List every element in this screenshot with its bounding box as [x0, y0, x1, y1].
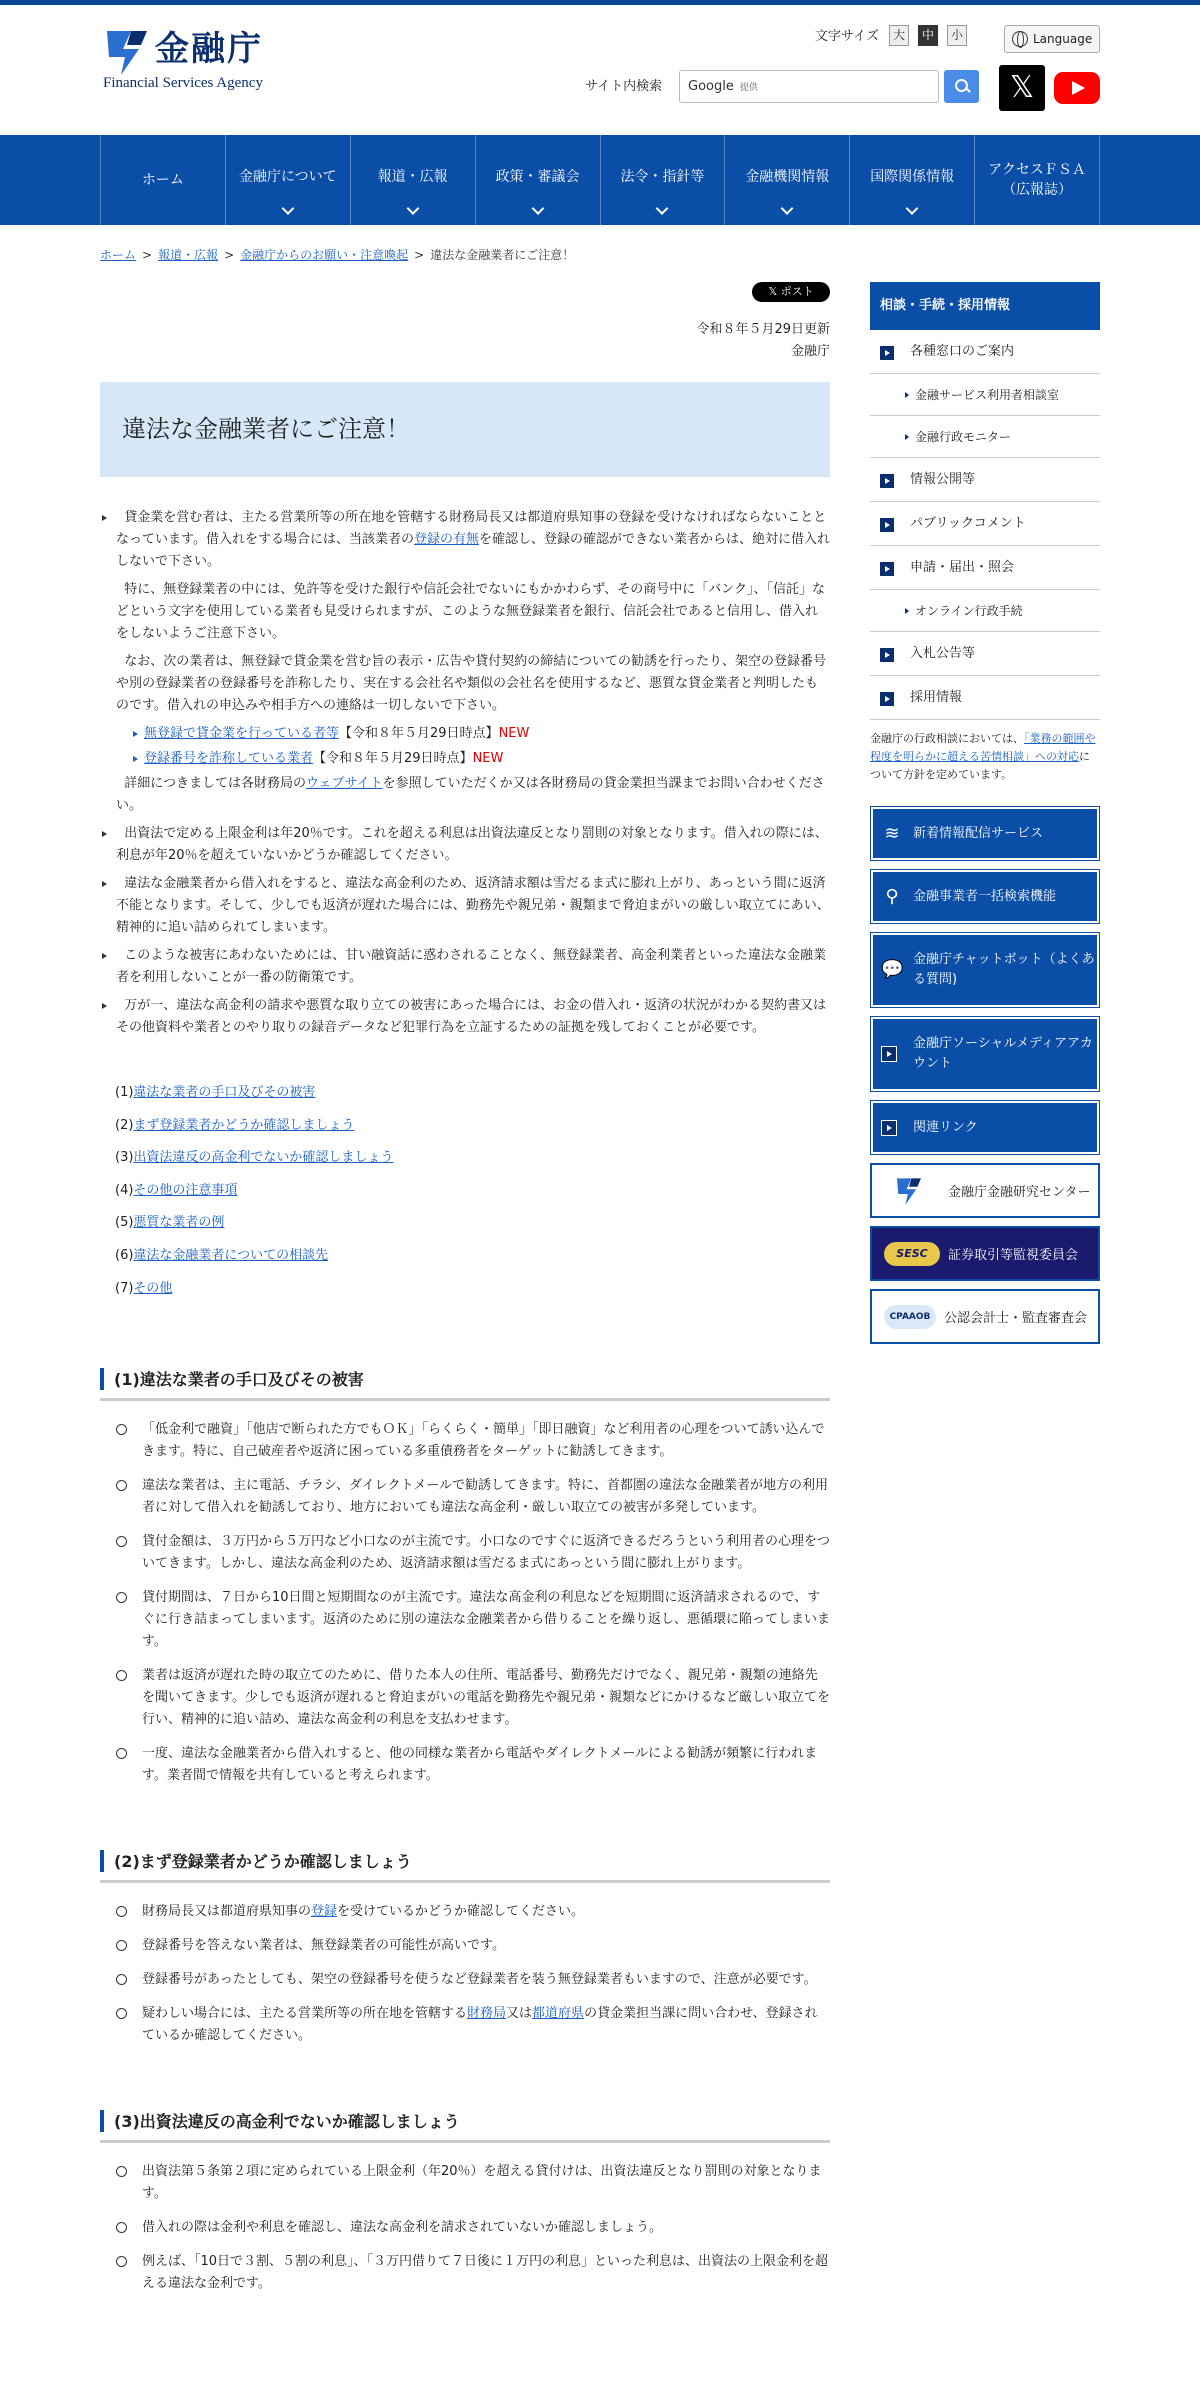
toc-number: (5) [115, 1215, 134, 1231]
sidebar-heading: 相談・手続・採用情報 [870, 282, 1100, 330]
intro-paragraph [100, 651, 830, 717]
list-item [100, 1901, 830, 1923]
breadcrumb-separator: > [224, 248, 235, 262]
intro-text: を参照していただくか又は各財務局の貸金業担当課までお問い合わせください。 [116, 776, 825, 813]
sidebar-item-applications[interactable]: 申請・届出・照会 [870, 546, 1100, 590]
table-of-contents [100, 1077, 830, 1305]
toc-item [115, 1175, 830, 1208]
registration-check-link[interactable]: 登録の有無 [413, 532, 479, 547]
toc-item [115, 1240, 830, 1273]
youtube-icon[interactable] [1054, 72, 1100, 104]
nav-institutions-label: 金融機関情報 [745, 169, 830, 185]
list-item: 貸付金額は、３万円から５万円など小口なのが主流です。小口なのですぐに返済できるだろうという利用者の心理をついてきます。しかし、違法な高金利のため、返済請求額は雪だるま式にあっという間に膨れ上がります。 [100, 1531, 830, 1575]
registration-link[interactable]: 登録 [311, 1904, 338, 1920]
banner-label: 金融庁金融研究センター [948, 1185, 1091, 1200]
font-size-label: 文字サイズ [815, 29, 879, 44]
chevron-down-icon [781, 202, 794, 215]
breadcrumb-separator: > [414, 248, 425, 262]
breadcrumb-home-link[interactable]: ホーム [100, 248, 137, 262]
intro-text: 特に、無登録業者の中には、免許等を受けた銀行や信託会社でないにもかかわらず、その商号中に「バンク」、「信託」などという文字を使用している業者も見受けられますが、このような無登録業者を銀行、信託会社であると信用し、借入れをしないようご注意下さい。 [116, 582, 825, 641]
list-item: 登録番号を答えない業者は、無登録業者の可能性が高いです。 [100, 1935, 830, 1957]
nav-international-label: 国際関係情報 [870, 169, 955, 185]
complaint-policy-link[interactable]: 「業務の範囲や程度を明らかに超える苦情相談」への対応 [870, 732, 1096, 763]
toc-number: (7) [115, 1280, 134, 1296]
item-text: 又は [506, 2006, 533, 2022]
breadcrumb-press-link[interactable]: 報道・広報 [158, 248, 219, 262]
list-item: 登録番号があったとしても、架空の登録番号を使うなど登録業者を装う無登録業者もいますので、注意が必要です。 [100, 1969, 830, 1991]
intro-paragraph [100, 773, 830, 817]
nav-access-fsa-label: アクセスＦＳＡ [988, 162, 1086, 178]
chat-icon: 💬 [881, 959, 904, 980]
nav-press-label: 報道・広報 [377, 169, 448, 185]
site-search-label: サイト内検索 [585, 79, 663, 94]
toc-link[interactable]: まず登録業者かどうか確認しましょう [133, 1117, 355, 1133]
toc-link[interactable]: その他の注意事項 [133, 1182, 238, 1198]
button-label: 金融庁ソーシャルメディアアカウント [913, 1036, 1093, 1071]
search-button[interactable] [944, 70, 979, 103]
item-text: の貸金業担当課に問い合わせ、登録されているか確認してください。 [142, 2006, 818, 2044]
nav-home-label: ホーム [141, 172, 184, 188]
fake-registration-link[interactable]: 登録番号を詐称している業者 [144, 751, 314, 766]
list-item: 例えば、「10日で３割、５割の利息」、「３万円借りて７日後に１万円の利息」といった利息は、出資法の上限金利を超える違法な金利です。 [100, 2251, 830, 2295]
toc-item [115, 1110, 830, 1143]
sidebar-item-online-procedures[interactable]: オンライン行政手続 [870, 590, 1100, 632]
button-label: 金融庁チャットボット（よくある質問) [913, 952, 1095, 987]
bureau-website-link[interactable]: ウェブサイト [306, 776, 383, 791]
item-text: 疑わしい場合には、主たる営業所等の所在地を管轄する [142, 2006, 468, 2022]
date-note: 【令和８年５月29日時点】 [339, 726, 499, 741]
nav-access-fsa-sublabel: （広報誌） [1002, 182, 1073, 198]
list-item: 貸付期間は、７日から10日間と短期間なのが主流です。違法な高金利の利息などを短期間に返済請求されるので、すぐに行き詰まってしまいます。返済のために別の違法な金融業者から借りることを繰り返し、悪循環に陥ってしまいます。 [100, 1587, 830, 1653]
nav-about-label: 金融庁について [238, 169, 337, 185]
date-note: 【令和８年５月29日時点】 [313, 751, 473, 766]
chevron-down-icon [281, 202, 294, 215]
toc-link[interactable]: その他 [133, 1280, 173, 1296]
sidebar-item-bids[interactable]: 入札公告等 [870, 632, 1100, 676]
search-google-label: Google [688, 79, 734, 94]
button-label: 新着情報配信サービス [913, 825, 1044, 841]
unregistered-operators-link[interactable]: 無登録で貸金業を行っている者等 [144, 726, 340, 741]
global-navigation [0, 135, 1200, 225]
section-heading-3: (3)出資法違反の高金利でないか確認しましょう [100, 2107, 830, 2143]
updated-date: 令和８年５月29日更新 [696, 322, 830, 337]
nav-laws[interactable] [601, 135, 726, 225]
sidebar-note [870, 730, 1100, 784]
nav-home[interactable] [101, 135, 226, 225]
intro-text: このような被害にあわないためには、甘い融資話に惑わされることなく、無登録業者、高金利業者といった違法な金融業者を利用しないことが一番の防衛策です。 [116, 948, 827, 985]
logo-text: 金融庁 [155, 29, 263, 69]
nav-access-fsa[interactable] [975, 135, 1100, 225]
toc-item [115, 1077, 830, 1110]
x-post-button[interactable]: 𝕏 ポスト [752, 282, 830, 302]
toc-number: (4) [115, 1182, 134, 1198]
breadcrumb [100, 246, 580, 263]
sidebar-item-contact-windows[interactable]: 各種窓口のご案内 [870, 330, 1100, 374]
new-badge: NEW [498, 726, 530, 741]
sidebar-item-public-comment[interactable]: パブリックコメント [870, 502, 1100, 546]
section-heading-2: (2)まず登録業者かどうか確認しましょう [100, 1847, 830, 1883]
toc-link[interactable]: 悪質な業者の例 [133, 1215, 225, 1231]
sidebar-item-consumer-counseling[interactable]: 金融サービス利用者相談室 [870, 374, 1100, 416]
intro-bullet [100, 823, 830, 867]
sidebar-item-admin-monitor[interactable]: 金融行政モニター [870, 416, 1100, 458]
sesc-logo: SESC [884, 1242, 940, 1266]
toc-number: (2) [115, 1117, 134, 1133]
toc-link[interactable]: 出資法違反の高金利でないか確認しましょう [133, 1150, 394, 1166]
logo-english: Financial Services Agency [103, 75, 263, 91]
language-label: Language [1033, 32, 1093, 46]
toc-link[interactable]: 違法な金融業者についての相談先 [133, 1247, 329, 1263]
intro-text: 貸金業を営む者は、主たる営業所等の所在地を管轄する財務局長又は都道府県知事の登録を受けなければならないこととなっています。借入れをする場合には、当該業者の [116, 510, 827, 547]
article-body [100, 507, 830, 2307]
item-text: 財務局長又は都道府県知事の [142, 1904, 312, 1920]
chevron-down-icon [406, 202, 419, 215]
update-info [696, 319, 830, 363]
intro-bullet [100, 995, 830, 1039]
toc-item [115, 1273, 830, 1306]
nav-about[interactable] [226, 135, 351, 225]
agency-name: 金融庁 [790, 344, 830, 359]
list-item: 違法な業者は、主に電話、チラシ、ダイレクトメールで勧誘してきます。特に、首都圏の違法な金融業者が地方の利用者に対して借入れを勧誘しており、地方においても違法な高金利・厳しい取立ての被害が多発しています。 [100, 1475, 830, 1519]
language-button[interactable] [1004, 25, 1100, 53]
list-item: 「低金利で融資」「他店で断られた方でもＯＫ」「らくらく・簡単」「即日融資」など利用者の心理をついて誘い込んできます。特に、自己破産者や返済に困っている多重債務者をターゲットに勧誘してきます。 [100, 1419, 830, 1463]
nav-institutions[interactable] [725, 135, 850, 225]
arrow-box-icon [881, 1120, 897, 1136]
note-text: について方針を定めています。 [870, 750, 1090, 781]
new-badge: NEW [472, 751, 504, 766]
search-input[interactable] [679, 70, 939, 103]
toc-number: (1) [115, 1085, 134, 1100]
button-label: 金融事業者一括検索機能 [913, 888, 1057, 904]
section-heading-1: (1)違法な業者の手口及びその被害 [100, 1365, 830, 1401]
banner-label: 公認会計士・監査審査会 [944, 1311, 1088, 1326]
toc-link[interactable]: 違法な業者の手口及びその被害 [133, 1085, 316, 1100]
chevron-down-icon [531, 202, 544, 215]
unregistered-list-item [100, 723, 830, 745]
intro-text: 違法な金融業者から借入れをすると、違法な高金利のため、返済請求額は雪だるま式に膨れ上がり、あっという間に返済不能となります。そして、少しでも返済が遅れた場合には、勤務先や親兄弟・親類まで脅迫まがいの厳しい取立てにあい、精神的に追い詰められてしまいます。 [116, 876, 830, 935]
item-text: を受けているかどうか確認してください。 [337, 1904, 585, 1920]
page-title: 違法な金融業者にご注意！ [122, 415, 410, 443]
news-delivery-button[interactable] [870, 806, 1100, 861]
site-header [0, 5, 1200, 135]
intro-text: 詳細につきましては各財務局の [124, 776, 307, 791]
nav-policy-label: 政策・審議会 [495, 169, 580, 185]
sesc-banner[interactable] [870, 1226, 1100, 1281]
sidebar-item-disclosure[interactable]: 情報公開等 [870, 458, 1100, 502]
fake-number-list-item [100, 748, 830, 770]
toc-number: (6) [115, 1247, 134, 1263]
nav-laws-label: 法令・指針等 [620, 169, 705, 185]
sidebar [870, 282, 1100, 1352]
page-title-box [100, 382, 830, 477]
intro-text: 出資法で定める上限金利は年20％です。これを超える利息は出資法違反となり罰則の対象となります。借入れの際には、利息が年20％を超えていないかどうか確認してください。 [116, 826, 828, 863]
arrow-box-icon [881, 1046, 897, 1062]
magnifier-icon: ⚲ [885, 885, 899, 907]
x-social-icon[interactable]: 𝕏 [999, 65, 1045, 111]
toc-item [115, 1207, 830, 1240]
intro-paragraph [100, 579, 830, 645]
font-size-medium-button[interactable]: 中 [918, 25, 938, 46]
fsa-logo[interactable] [101, 27, 301, 97]
intro-text: を確認し、登録の確認ができない業者からは、絶対に借入れしないで下さい。 [116, 532, 830, 569]
font-size-small-button[interactable]: 小 [947, 25, 967, 46]
intro-bullet [100, 507, 830, 573]
business-search-button[interactable] [870, 869, 1100, 924]
social-media-button[interactable] [870, 1016, 1100, 1092]
banner-label: 証券取引等監視委員会 [948, 1248, 1079, 1263]
nav-policy[interactable] [476, 135, 601, 225]
chevron-down-icon [656, 202, 669, 215]
breadcrumb-notices-link[interactable]: 金融庁からのお願い・注意喚起 [240, 248, 409, 262]
list-item: 一度、違法な金融業者から借入れすると、他の同様な業者から電話やダイレクトメールによる勧誘が頻繁に行われます。業者間で情報を共有していると考えられます。 [100, 1743, 830, 1787]
cpaaob-logo: CPAAOB [884, 1305, 936, 1329]
chevron-down-icon [906, 202, 919, 215]
wifi-icon: ≋ [884, 822, 900, 844]
research-center-banner[interactable] [870, 1163, 1100, 1218]
list-item: 業者は返済が遅れた時の取立てのために、借りた本人の住所、電話番号、勤務先だけでなく、親兄弟・親類の連絡先を聞いてきます。少しでも返済が遅れると脅迫まがいの電話を勤務先や親兄弟・親類などにかけるなど厳しい取立てを行い、精神的に追い詰め、違法な高金利の利息を支払わせます。 [100, 1665, 830, 1731]
list-item: 出資法第５条第２項に定められている上限金利（年20％）を超える貸付けは、出資法違反となり罰則の対象となります。 [100, 2161, 830, 2205]
sidebar-item-recruitment[interactable]: 採用情報 [870, 676, 1100, 720]
search-powered-label: 提供 [739, 83, 758, 93]
fsa-logo-mark-icon [892, 1176, 926, 1206]
font-size-large-button[interactable]: 大 [889, 25, 909, 46]
prefecture-link[interactable]: 都道府県 [532, 2006, 585, 2022]
toc-number: (3) [115, 1150, 134, 1166]
chatbot-button[interactable] [870, 932, 1100, 1008]
fsa-logo-mark-icon [101, 27, 153, 77]
list-item: 借入れの際は金利や利息を確認し、違法な高金利を請求されていないか確認しましょう。 [100, 2217, 830, 2239]
button-label: 関連リンク [913, 1119, 978, 1135]
related-links-button[interactable] [870, 1100, 1100, 1155]
nav-international[interactable] [850, 135, 975, 225]
note-text: 金融庁の行政相談においては、 [870, 732, 1024, 745]
globe-icon [1012, 31, 1028, 47]
intro-text: なお、次の業者は、無登録で貸金業を営む旨の表示・広告や貸付契約の締結についての勧誘を行ったり、架空の登録番号や別の登録業者の登録番号を詐称したり、実在する会社名や類似の会社名を使用するなど、悪質な貸金業者と判明したものです。借入れの申込みや相手方への連絡は一切しないで下さい。 [116, 654, 827, 713]
cpaaob-banner[interactable] [870, 1289, 1100, 1344]
intro-text: 万が一、違法な高金利の請求や悪質な取り立ての被害にあった場合には、お金の借入れ・返済の状況がわかる契約書又はその他資料や業者とのやり取りの録音データなど犯罪行為を立証するための証拠を残しておくことが必要です。 [116, 998, 827, 1035]
intro-bullet [100, 945, 830, 989]
finance-bureau-link[interactable]: 財務局 [467, 2006, 507, 2022]
nav-press[interactable] [351, 135, 476, 225]
toc-item [115, 1142, 830, 1175]
breadcrumb-current: 違法な金融業者にご注意！ [430, 248, 575, 262]
list-item [100, 2003, 830, 2047]
breadcrumb-separator: > [142, 248, 153, 262]
intro-bullet [100, 873, 830, 939]
